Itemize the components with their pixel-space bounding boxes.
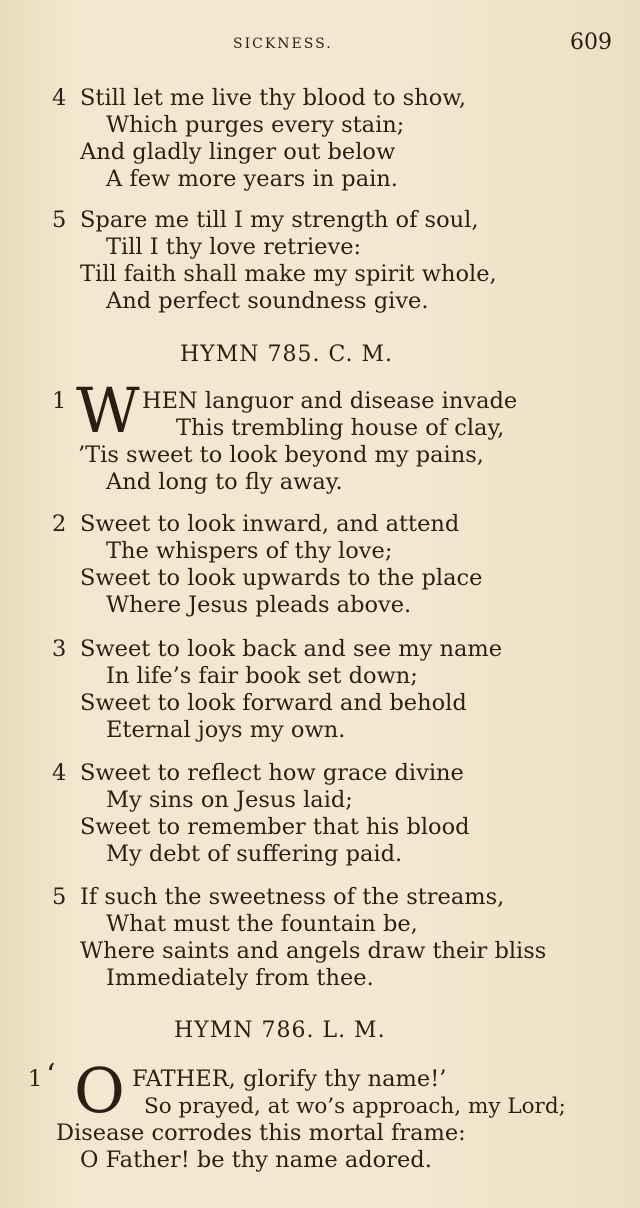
stanza-number: 3 (52, 636, 67, 662)
verse-line: This trembling house of clay, (176, 415, 505, 441)
verse-line: Which purges every stain; (106, 112, 405, 138)
verse-line: Till faith shall make my spirit whole, (80, 261, 497, 287)
drop-cap: O (74, 1054, 125, 1127)
stanza-number: 4 (52, 85, 67, 111)
hymn-title: HYMN 785. C. M. (180, 342, 394, 367)
verse-line: Where saints and angels draw their bliss (80, 938, 547, 964)
verse-line: If such the sweetness of the streams, (80, 884, 505, 910)
stanza-number: 5 (52, 884, 67, 910)
verse-line: Still let me live thy blood to show, (80, 85, 466, 111)
verse-line: So prayed, at wo’s approach, my Lord; (144, 1094, 566, 1119)
stanza-number: 1 (52, 388, 67, 414)
verse-line: My sins on Jesus laid; (106, 787, 353, 813)
verse-line: Spare me till I my strength of soul, (80, 207, 479, 233)
verse-line: Sweet to look upwards to the place (80, 565, 483, 591)
verse-line: FATHER, glorify thy name!’ (132, 1066, 447, 1092)
verse-line: And gladly linger out below (80, 139, 396, 165)
verse-line: Immediately from thee. (106, 965, 374, 991)
verse-line: What must the fountain be, (106, 911, 418, 937)
running-title: SICKNESS. (233, 36, 333, 52)
open-quote: ‘ (46, 1058, 56, 1093)
verse-line: Sweet to look inward, and attend (80, 511, 460, 537)
stanza-number: 2 (52, 511, 67, 537)
verse-line: Sweet to look back and see my name (80, 636, 503, 662)
verse-line: Eternal joys my own. (106, 717, 346, 743)
verse-line: Till I thy love retrieve: (106, 234, 362, 260)
verse-line: ’Tis sweet to look beyond my pains, (78, 442, 484, 468)
drop-cap: W (76, 374, 140, 447)
verse-line: The whispers of thy love; (106, 538, 393, 564)
verse-line: Where Jesus pleads above. (106, 592, 412, 618)
verse-line: Sweet to look forward and behold (80, 690, 467, 716)
verse-line: And perfect soundness give. (106, 288, 429, 314)
verse-line: In life’s fair book set down; (106, 663, 418, 689)
verse-line: Disease corrodes this mortal frame: (56, 1120, 466, 1146)
verse-line: And long to fly away. (106, 469, 343, 495)
page-number: 609 (570, 30, 612, 55)
stanza-number: 4 (52, 760, 67, 786)
verse-line: Sweet to remember that his blood (80, 814, 470, 840)
hymn-title: HYMN 786. L. M. (174, 1018, 386, 1043)
verse-line: HEN languor and disease invade (142, 388, 518, 414)
verse-line: O Father! be thy name adored. (80, 1147, 432, 1173)
stanza-number: 1 (28, 1066, 43, 1092)
verse-line: Sweet to reflect how grace divine (80, 760, 464, 786)
stanza-number: 5 (52, 207, 67, 233)
verse-line: My debt of suffering paid. (106, 841, 403, 867)
verse-line: A few more years in pain. (106, 166, 398, 192)
